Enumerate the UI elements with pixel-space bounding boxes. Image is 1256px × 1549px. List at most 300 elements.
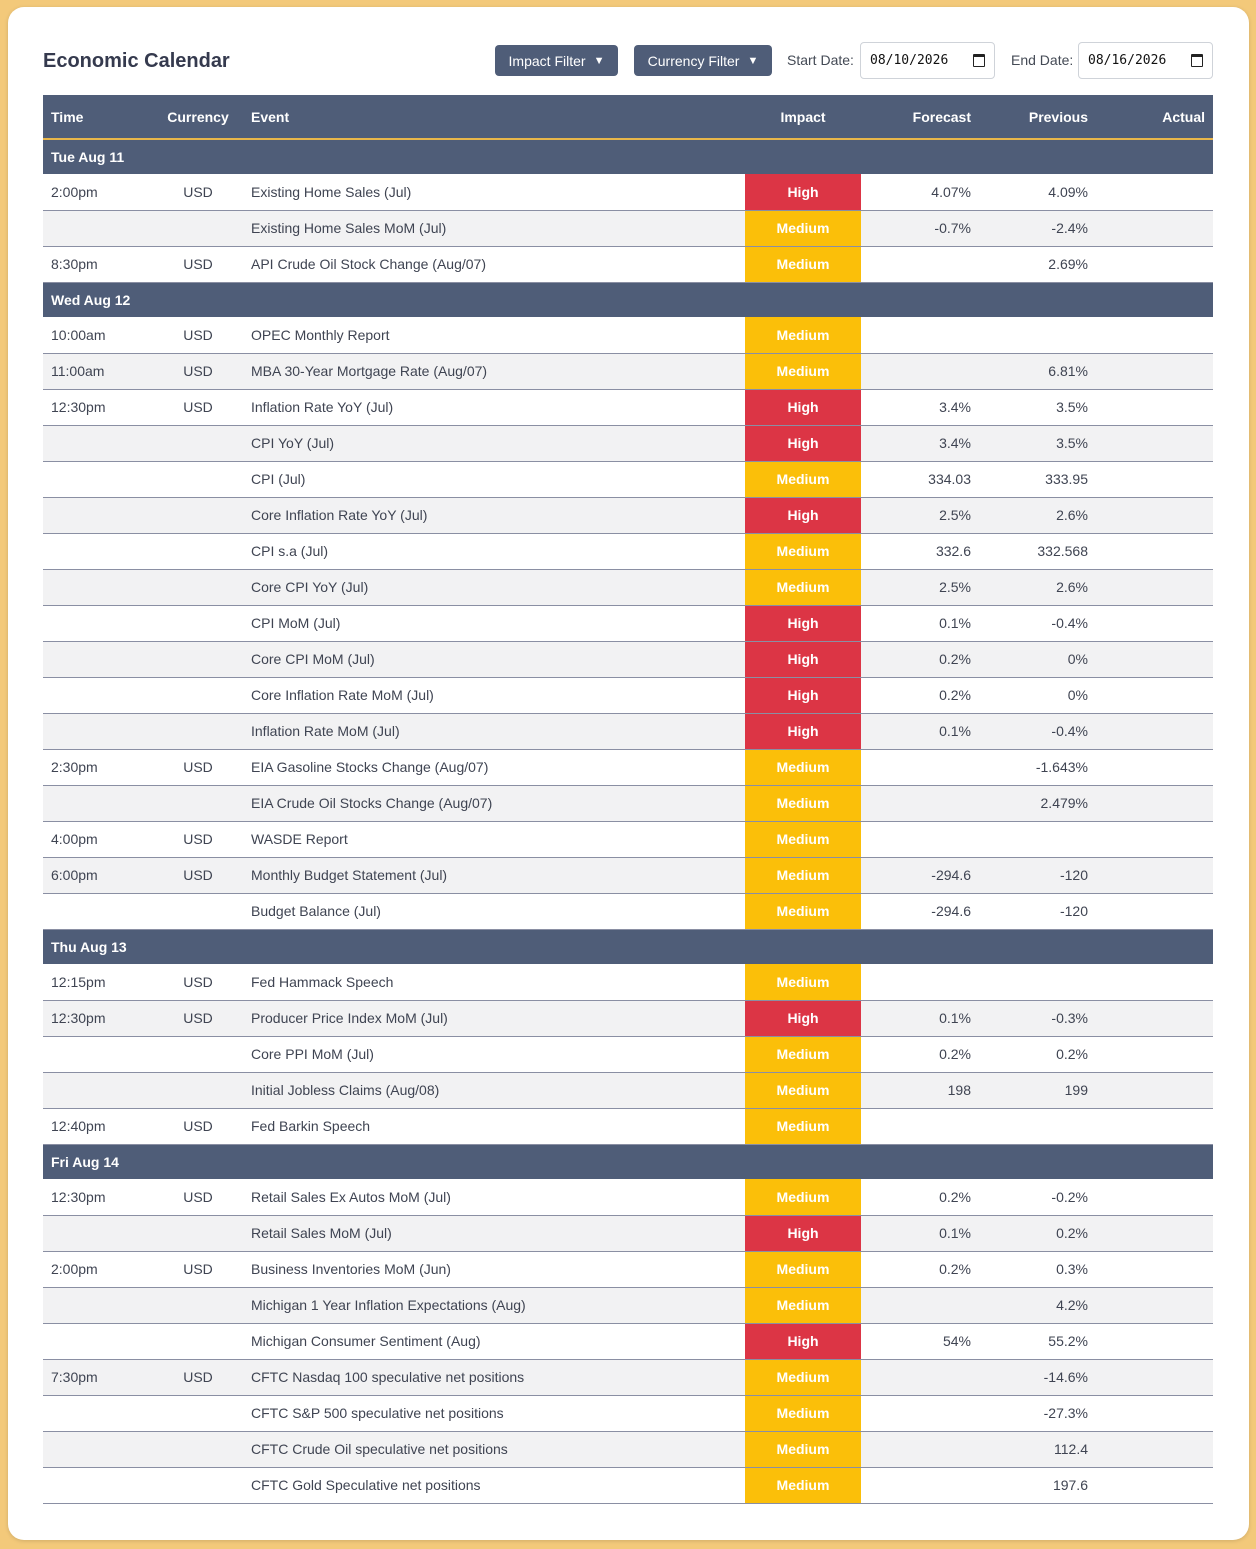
event-actual [1096, 1215, 1213, 1251]
table-row[interactable] [43, 1323, 1213, 1359]
event-actual [1096, 1287, 1213, 1323]
event-time: 12:30pm [43, 389, 153, 425]
table-row[interactable] [43, 1072, 1213, 1108]
impact-badge: Medium [745, 964, 861, 1000]
event-time [43, 1323, 153, 1359]
impact-badge: Medium [745, 1395, 861, 1431]
table-row[interactable] [43, 353, 1213, 389]
event-actual [1096, 857, 1213, 893]
event-previous: 55.2% [979, 1323, 1096, 1359]
currency-filter-button[interactable] [634, 45, 772, 76]
event-time: 8:30pm [43, 246, 153, 282]
impact-badge: High [745, 174, 861, 210]
event-forecast [861, 785, 979, 821]
event-currency: USD [153, 1251, 243, 1287]
event-forecast: 0.1% [861, 1000, 979, 1036]
event-name: Business Inventories MoM (Jun) [243, 1251, 745, 1287]
event-time [43, 1287, 153, 1323]
event-name: Monthly Budget Statement (Jul) [243, 857, 745, 893]
event-time: 2:00pm [43, 174, 153, 210]
event-previous: 4.2% [979, 1287, 1096, 1323]
event-time: 10:00am [43, 317, 153, 353]
event-name: Core CPI MoM (Jul) [243, 641, 745, 677]
event-time [43, 1431, 153, 1467]
table-row[interactable] [43, 677, 1213, 713]
impact-badge: High [745, 677, 861, 713]
event-currency [153, 461, 243, 497]
impact-badge: Medium [745, 210, 861, 246]
column-header-actual[interactable]: Actual [1096, 95, 1213, 139]
event-time [43, 713, 153, 749]
table-row[interactable] [43, 1467, 1213, 1503]
event-currency [153, 1395, 243, 1431]
table-row[interactable] [43, 497, 1213, 533]
column-header-time[interactable]: Time [43, 95, 153, 139]
event-name: Fed Hammack Speech [243, 964, 745, 1000]
impact-badge: Medium [745, 1072, 861, 1108]
impact-badge: Medium [745, 785, 861, 821]
event-previous: -1.643% [979, 749, 1096, 785]
event-previous: 0% [979, 677, 1096, 713]
event-forecast: 332.6 [861, 533, 979, 569]
event-time [43, 1072, 153, 1108]
event-currency [153, 1323, 243, 1359]
event-previous: -2.4% [979, 210, 1096, 246]
event-actual [1096, 210, 1213, 246]
event-forecast: 2.5% [861, 497, 979, 533]
event-time [43, 785, 153, 821]
event-forecast: 2.5% [861, 569, 979, 605]
event-previous: 2.69% [979, 246, 1096, 282]
event-forecast: -0.7% [861, 210, 979, 246]
event-actual [1096, 389, 1213, 425]
start-date-label: Start Date: [787, 52, 854, 68]
day-header-row [43, 1144, 1213, 1179]
event-previous: -27.3% [979, 1395, 1096, 1431]
impact-badge: Medium [745, 1108, 861, 1144]
event-actual [1096, 461, 1213, 497]
table-row[interactable] [43, 1395, 1213, 1431]
impact-filter-label: Impact Filter [508, 52, 586, 69]
event-time [43, 605, 153, 641]
table-body [43, 139, 1213, 1503]
table-row[interactable] [43, 1000, 1213, 1036]
event-time [43, 893, 153, 929]
table-row[interactable] [43, 1215, 1213, 1251]
event-forecast: 0.2% [861, 1251, 979, 1287]
event-actual [1096, 533, 1213, 569]
event-name: Initial Jobless Claims (Aug/08) [243, 1072, 745, 1108]
table-row[interactable] [43, 1359, 1213, 1395]
event-currency: USD [153, 246, 243, 282]
table-row[interactable] [43, 857, 1213, 893]
event-name: CPI MoM (Jul) [243, 605, 745, 641]
event-previous: 4.09% [979, 174, 1096, 210]
table-header-row [43, 95, 1213, 139]
event-currency [153, 497, 243, 533]
event-currency [153, 1467, 243, 1503]
event-currency: USD [153, 317, 243, 353]
event-previous: 3.5% [979, 425, 1096, 461]
event-name: EIA Crude Oil Stocks Change (Aug/07) [243, 785, 745, 821]
calendar-icon[interactable] [973, 54, 985, 67]
event-forecast: 0.1% [861, 1215, 979, 1251]
event-forecast [861, 353, 979, 389]
day-label: Fri Aug 14 [43, 1144, 1213, 1179]
event-actual [1096, 821, 1213, 857]
event-name: CFTC Gold Speculative net positions [243, 1467, 745, 1503]
event-time [43, 677, 153, 713]
event-name: WASDE Report [243, 821, 745, 857]
event-previous [979, 317, 1096, 353]
event-forecast: -294.6 [861, 893, 979, 929]
event-time [43, 1036, 153, 1072]
start-date-value: 08/10/2026 [870, 53, 949, 68]
event-forecast: 0.1% [861, 605, 979, 641]
event-forecast [861, 246, 979, 282]
event-currency [153, 893, 243, 929]
impact-badge: High [745, 389, 861, 425]
event-currency: USD [153, 1359, 243, 1395]
calendar-icon[interactable] [1191, 54, 1203, 67]
day-header-row [43, 929, 1213, 964]
event-forecast: 0.2% [861, 641, 979, 677]
event-currency: USD [153, 1108, 243, 1144]
event-actual [1096, 1036, 1213, 1072]
event-actual [1096, 246, 1213, 282]
event-actual [1096, 569, 1213, 605]
event-name: Michigan Consumer Sentiment (Aug) [243, 1323, 745, 1359]
table-row[interactable] [43, 425, 1213, 461]
event-previous: 6.81% [979, 353, 1096, 389]
table-row[interactable] [43, 533, 1213, 569]
event-actual [1096, 1251, 1213, 1287]
event-forecast [861, 1108, 979, 1144]
table-row[interactable] [43, 785, 1213, 821]
event-currency: USD [153, 1179, 243, 1215]
impact-badge: Medium [745, 1179, 861, 1215]
event-name: Budget Balance (Jul) [243, 893, 745, 929]
event-forecast [861, 1395, 979, 1431]
event-currency [153, 1036, 243, 1072]
event-currency [153, 641, 243, 677]
event-actual [1096, 353, 1213, 389]
impact-badge: Medium [745, 1431, 861, 1467]
table-row[interactable] [43, 713, 1213, 749]
column-header-previous[interactable]: Previous [979, 95, 1096, 139]
impact-badge: Medium [745, 893, 861, 929]
event-forecast: 4.07% [861, 174, 979, 210]
event-currency: USD [153, 749, 243, 785]
event-time [43, 425, 153, 461]
event-actual [1096, 1359, 1213, 1395]
event-time: 2:30pm [43, 749, 153, 785]
table-row[interactable] [43, 605, 1213, 641]
event-actual [1096, 497, 1213, 533]
event-forecast [861, 821, 979, 857]
table-row[interactable] [43, 317, 1213, 353]
table-row[interactable] [43, 1036, 1213, 1072]
impact-badge: High [745, 497, 861, 533]
event-currency [153, 785, 243, 821]
event-previous: 0.2% [979, 1036, 1096, 1072]
event-previous: 2.6% [979, 569, 1096, 605]
event-name: Core CPI YoY (Jul) [243, 569, 745, 605]
impact-badge: Medium [745, 821, 861, 857]
event-time [43, 1395, 153, 1431]
event-time: 11:00am [43, 353, 153, 389]
table-row[interactable] [43, 964, 1213, 1000]
event-previous: -14.6% [979, 1359, 1096, 1395]
event-actual [1096, 1395, 1213, 1431]
table-row[interactable] [43, 1108, 1213, 1144]
event-actual [1096, 1467, 1213, 1503]
event-actual [1096, 893, 1213, 929]
impact-badge: High [745, 641, 861, 677]
event-previous: 197.6 [979, 1467, 1096, 1503]
event-actual [1096, 1179, 1213, 1215]
impact-badge: Medium [745, 533, 861, 569]
end-date-value: 08/16/2026 [1088, 53, 1167, 68]
event-forecast: 3.4% [861, 425, 979, 461]
event-currency: USD [153, 964, 243, 1000]
table-row[interactable] [43, 461, 1213, 497]
event-name: Retail Sales Ex Autos MoM (Jul) [243, 1179, 745, 1215]
event-actual [1096, 174, 1213, 210]
event-actual [1096, 1431, 1213, 1467]
event-currency [153, 425, 243, 461]
event-previous: 2.6% [979, 497, 1096, 533]
impact-filter-button[interactable] [495, 45, 618, 76]
event-previous: -0.4% [979, 713, 1096, 749]
start-date-input[interactable] [860, 42, 995, 79]
table-row[interactable] [43, 1179, 1213, 1215]
event-actual [1096, 1072, 1213, 1108]
event-previous: 199 [979, 1072, 1096, 1108]
impact-badge: Medium [745, 246, 861, 282]
event-forecast: 0.2% [861, 1179, 979, 1215]
event-time [43, 1215, 153, 1251]
event-currency: USD [153, 389, 243, 425]
event-currency [153, 713, 243, 749]
event-time: 2:00pm [43, 1251, 153, 1287]
event-forecast: 0.2% [861, 677, 979, 713]
calendar-table [43, 95, 1213, 1504]
column-header-event[interactable]: Event [243, 95, 745, 139]
event-previous: -0.2% [979, 1179, 1096, 1215]
event-time [43, 497, 153, 533]
event-name: CFTC S&P 500 speculative net positions [243, 1395, 745, 1431]
event-name: EIA Gasoline Stocks Change (Aug/07) [243, 749, 745, 785]
event-currency [153, 605, 243, 641]
day-header-row [43, 139, 1213, 174]
event-actual [1096, 1108, 1213, 1144]
event-name: CPI (Jul) [243, 461, 745, 497]
event-actual [1096, 317, 1213, 353]
event-previous: 0.3% [979, 1251, 1096, 1287]
event-forecast: 0.2% [861, 1036, 979, 1072]
impact-badge: Medium [745, 1467, 861, 1503]
table-row[interactable] [43, 749, 1213, 785]
impact-badge: Medium [745, 1251, 861, 1287]
table-row[interactable] [43, 1251, 1213, 1287]
event-name: Core PPI MoM (Jul) [243, 1036, 745, 1072]
event-time: 12:30pm [43, 1179, 153, 1215]
event-forecast [861, 1467, 979, 1503]
currency-filter-label: Currency Filter [647, 52, 740, 69]
caret-down-icon: ▼ [593, 54, 605, 67]
impact-badge: High [745, 1215, 861, 1251]
caret-down-icon: ▼ [747, 54, 759, 67]
event-name: API Crude Oil Stock Change (Aug/07) [243, 246, 745, 282]
event-time: 4:00pm [43, 821, 153, 857]
table-row[interactable] [43, 210, 1213, 246]
event-currency [153, 569, 243, 605]
event-forecast [861, 317, 979, 353]
event-currency [153, 677, 243, 713]
event-name: Retail Sales MoM (Jul) [243, 1215, 745, 1251]
column-header-impact[interactable]: Impact [745, 95, 861, 139]
event-name: Existing Home Sales (Jul) [243, 174, 745, 210]
table-row[interactable] [43, 569, 1213, 605]
event-forecast [861, 749, 979, 785]
event-name: Inflation Rate MoM (Jul) [243, 713, 745, 749]
impact-badge: Medium [745, 857, 861, 893]
event-name: MBA 30-Year Mortgage Rate (Aug/07) [243, 353, 745, 389]
event-name: Michigan 1 Year Inflation Expectations (Aug) [243, 1287, 745, 1323]
impact-badge: High [745, 1000, 861, 1036]
event-previous: 0% [979, 641, 1096, 677]
end-date-label: End Date: [1011, 52, 1074, 68]
impact-badge: Medium [745, 569, 861, 605]
table-row[interactable] [43, 246, 1213, 282]
event-previous: 333.95 [979, 461, 1096, 497]
impact-badge: Medium [745, 1287, 861, 1323]
event-name: CFTC Crude Oil speculative net positions [243, 1431, 745, 1467]
event-time: 12:30pm [43, 1000, 153, 1036]
event-forecast [861, 1431, 979, 1467]
event-forecast [861, 1287, 979, 1323]
impact-badge: Medium [745, 317, 861, 353]
event-previous: 2.479% [979, 785, 1096, 821]
event-forecast [861, 1359, 979, 1395]
event-previous: 332.568 [979, 533, 1096, 569]
impact-badge: High [745, 605, 861, 641]
impact-badge: High [745, 1323, 861, 1359]
table-row[interactable] [43, 174, 1213, 210]
event-name: Existing Home Sales MoM (Jul) [243, 210, 745, 246]
table-row[interactable] [43, 1431, 1213, 1467]
event-name: Core Inflation Rate YoY (Jul) [243, 497, 745, 533]
impact-badge: Medium [745, 461, 861, 497]
event-actual [1096, 641, 1213, 677]
event-time: 12:40pm [43, 1108, 153, 1144]
event-actual [1096, 964, 1213, 1000]
event-actual [1096, 605, 1213, 641]
event-actual [1096, 425, 1213, 461]
event-name: OPEC Monthly Report [243, 317, 745, 353]
event-actual [1096, 713, 1213, 749]
end-date-input[interactable] [1078, 42, 1213, 79]
event-currency: USD [153, 174, 243, 210]
event-currency [153, 1215, 243, 1251]
event-currency: USD [153, 821, 243, 857]
event-time: 12:15pm [43, 964, 153, 1000]
event-forecast: 3.4% [861, 389, 979, 425]
event-name: Inflation Rate YoY (Jul) [243, 389, 745, 425]
day-label: Thu Aug 13 [43, 929, 1213, 964]
event-previous: -0.4% [979, 605, 1096, 641]
event-actual [1096, 749, 1213, 785]
event-time: 6:00pm [43, 857, 153, 893]
event-name: CPI s.a (Jul) [243, 533, 745, 569]
day-label: Wed Aug 12 [43, 282, 1213, 317]
event-time [43, 1467, 153, 1503]
table-row[interactable] [43, 821, 1213, 857]
impact-badge: Medium [745, 1359, 861, 1395]
event-previous [979, 1108, 1096, 1144]
event-forecast: 334.03 [861, 461, 979, 497]
table-row[interactable] [43, 641, 1213, 677]
event-actual [1096, 1000, 1213, 1036]
table-row[interactable] [43, 1287, 1213, 1323]
event-currency: USD [153, 857, 243, 893]
table-row[interactable] [43, 893, 1213, 929]
impact-badge: High [745, 425, 861, 461]
event-currency: USD [153, 353, 243, 389]
event-name: Fed Barkin Speech [243, 1108, 745, 1144]
event-time [43, 210, 153, 246]
impact-badge: Medium [745, 749, 861, 785]
event-currency [153, 1287, 243, 1323]
event-time [43, 461, 153, 497]
event-time [43, 641, 153, 677]
event-currency [153, 533, 243, 569]
event-name: CPI YoY (Jul) [243, 425, 745, 461]
column-header-currency[interactable]: Currency [153, 95, 243, 139]
event-currency: USD [153, 1000, 243, 1036]
event-previous: -0.3% [979, 1000, 1096, 1036]
event-currency [153, 210, 243, 246]
event-forecast: 198 [861, 1072, 979, 1108]
event-previous: 3.5% [979, 389, 1096, 425]
impact-badge: High [745, 713, 861, 749]
event-currency [153, 1072, 243, 1108]
day-label: Tue Aug 11 [43, 139, 1213, 174]
event-forecast [861, 964, 979, 1000]
event-actual [1096, 677, 1213, 713]
event-previous: 112.4 [979, 1431, 1096, 1467]
calendar-card [8, 7, 1249, 1540]
event-forecast: 0.1% [861, 713, 979, 749]
table-row[interactable] [43, 389, 1213, 425]
event-time [43, 569, 153, 605]
event-time: 7:30pm [43, 1359, 153, 1395]
event-actual [1096, 1323, 1213, 1359]
event-previous [979, 964, 1096, 1000]
event-name: Producer Price Index MoM (Jul) [243, 1000, 745, 1036]
impact-badge: Medium [745, 1036, 861, 1072]
event-forecast: 54% [861, 1323, 979, 1359]
day-header-row [43, 282, 1213, 317]
event-previous: -120 [979, 857, 1096, 893]
event-previous: -120 [979, 893, 1096, 929]
event-previous [979, 821, 1096, 857]
event-actual [1096, 785, 1213, 821]
event-time [43, 533, 153, 569]
column-header-forecast[interactable]: Forecast [861, 95, 979, 139]
event-name: Core Inflation Rate MoM (Jul) [243, 677, 745, 713]
